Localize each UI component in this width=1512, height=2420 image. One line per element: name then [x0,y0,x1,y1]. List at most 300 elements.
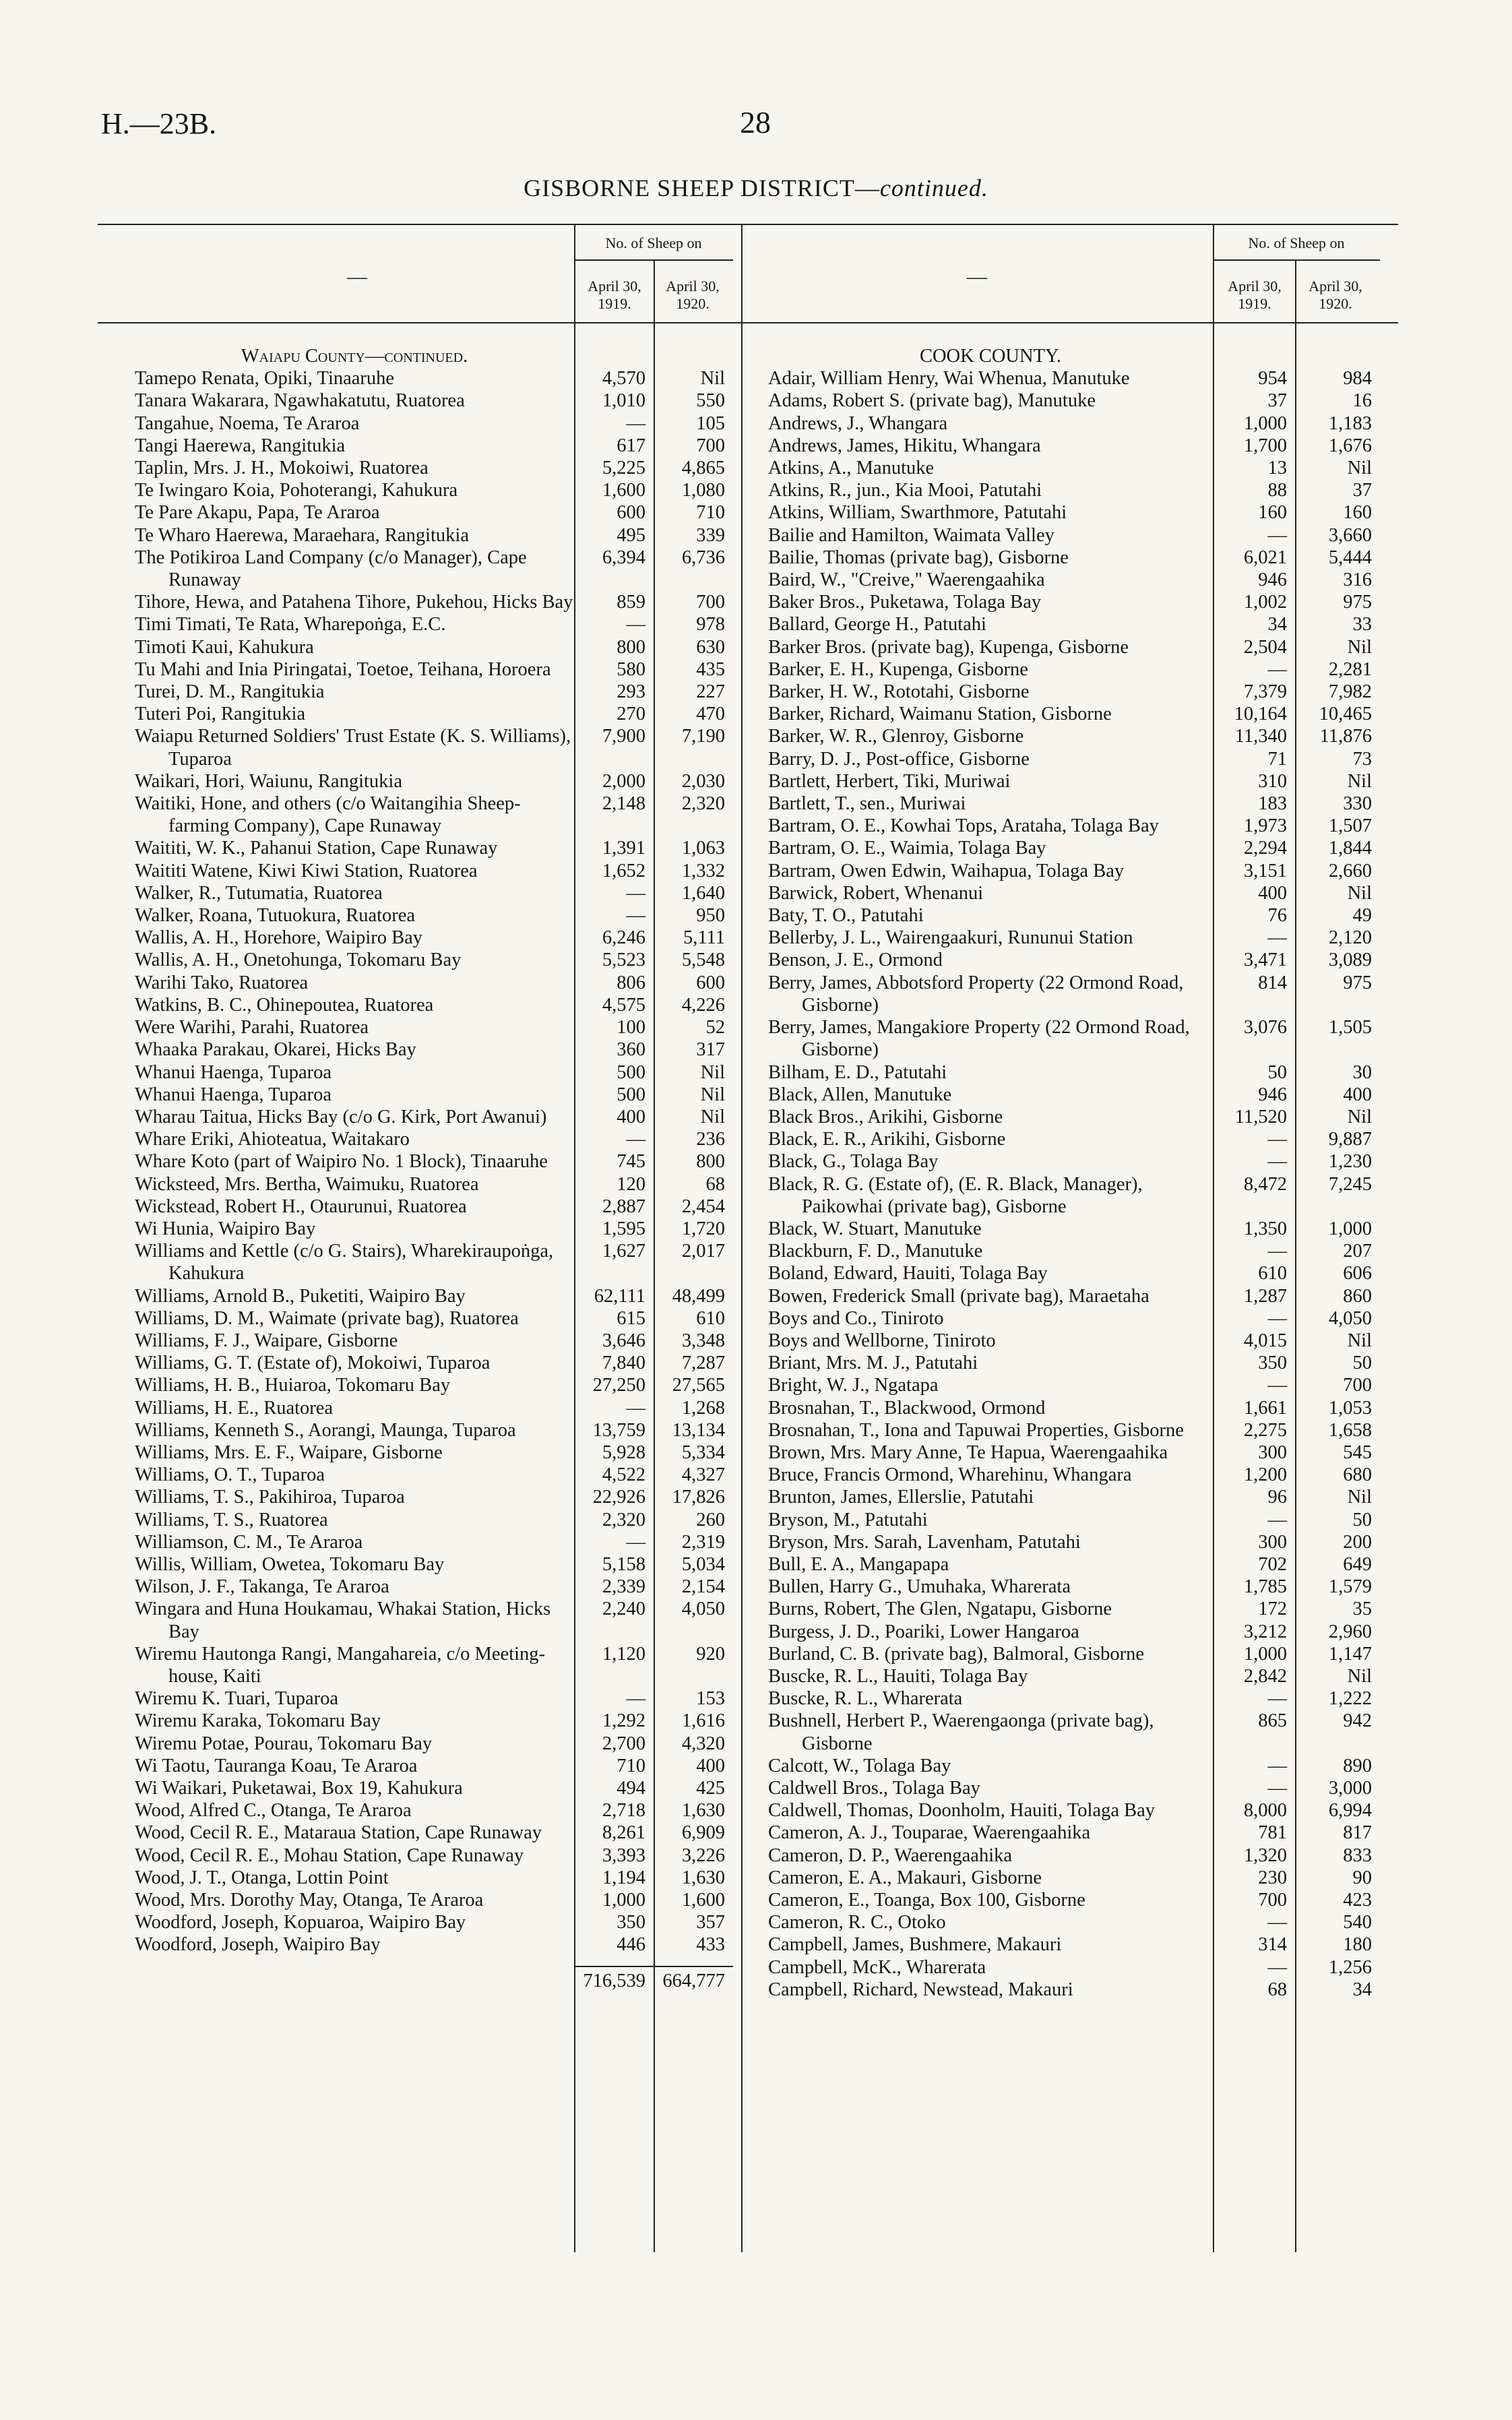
row-name: Bartram, Owen Edwin, Waihapua, Tolaga Bay [768,860,1125,881]
row-value-1920: 50 [1352,1353,1372,1374]
row-value-1919: 400 [1258,882,1287,904]
row-value-1919: 88 [1267,480,1287,501]
table-row [768,1911,1380,1933]
row-name: Cameron, E., Toanga, Box 100, Gisborne [768,1890,1085,1911]
row-value-1919: 4,575 [602,994,645,1016]
row-value-1920: 73 [1352,748,1372,770]
row-value-1919: 120 [617,1173,645,1195]
left-section-title: Waiapu County—continued. [241,346,468,367]
row-name: Bartram, O. E., Waimia, Tolaga Bay [768,838,1046,859]
row-value-1919: 2,000 [602,770,645,792]
row-value-1919: 2,718 [602,1800,645,1822]
row-value-1920: 3,348 [681,1330,725,1351]
row-value-1920: 6,736 [681,547,725,568]
row-name: Burgess, J. D., Poariki, Lower Hangaroa [768,1621,1079,1642]
table-row [768,658,1380,681]
row-value-1920: 2,660 [1328,860,1372,881]
table-row [768,882,1380,904]
row-value-1920: 207 [1343,1241,1372,1262]
page-id: H.—23B. [101,107,217,140]
row-value-1920: 33 [1352,614,1372,635]
row-name: Adams, Robert S. (private bag), Manutuke [768,390,1096,412]
row-value-1919: 270 [617,704,645,725]
table-row [768,949,1380,971]
table-row [135,1576,733,1598]
row-name: Baird, W., "Creive," Waerengaahika [768,569,1045,591]
table-row [135,882,733,904]
row-value-1919: 1,320 [1243,1844,1287,1866]
row-value-1920: 4,865 [681,458,725,479]
table-row [768,1531,1380,1553]
row-name: Whaaka Parakau, Okarei, Hicks Bay [135,1039,416,1061]
row-value-1919: 1,002 [1243,592,1287,613]
table-row [135,1374,733,1396]
row-name: Black, G., Tolaga Bay [768,1151,939,1173]
row-value-1920: 1,053 [1328,1397,1372,1419]
table-row [135,837,733,859]
row-value-1919: — [1267,1375,1287,1396]
table-row [768,927,1380,949]
table-row [768,1621,1380,1643]
row-name: Whare Koto (part of Waipiro No. 1 Block), Tinaaruhe [135,1151,548,1173]
row-value-1920: Nil [700,1061,725,1083]
row-name: Brown, Mrs. Mary Anne, Te Hapua, Waerengaahika [768,1441,1168,1463]
row-value-1920: 200 [1343,1531,1372,1553]
table-row [768,1598,1380,1620]
row-value-1920: 2,017 [681,1241,725,1262]
row-value-1919: 700 [1258,1890,1287,1911]
row-name: Boys and Wellborne, Tiniroto [768,1330,996,1351]
header-group-rule-right [1213,259,1380,261]
row-name: Tangi Haerewa, Rangitukia [135,435,346,456]
left-dash: — [347,266,367,288]
row-value-1919: 360 [617,1039,645,1061]
left-total-a: 716,539 [583,1970,645,1991]
row-value-1920: 975 [1343,592,1372,613]
row-value-1920: 227 [696,681,725,703]
table-row [768,1956,1380,1979]
row-value-1920: 357 [696,1912,725,1933]
row-value-1919: 68 [1267,1979,1287,2000]
row-name: Bilham, E. D., Patutahi [768,1061,947,1083]
row-name: Wharau Taitua, Hicks Bay (c/o G. Kirk, Port Awanui) [135,1106,547,1127]
right-col-a-label: April 30, 1919. [1228,278,1282,312]
row-value-1920: 330 [1343,793,1372,815]
table-row [135,479,733,501]
row-value-1920: 3,226 [681,1844,725,1866]
row-value-1920: 680 [1343,1464,1372,1486]
row-value-1920: 27,565 [672,1375,725,1396]
right-column [768,345,1380,2001]
row-name: Wi Hunia, Waipiro Bay [135,1218,316,1239]
row-name: Cameron, E. A., Makauri, Gisborne [768,1867,1042,1888]
row-name: Wood, Cecil R. E., Mohau Station, Cape Runaway [135,1844,524,1866]
row-value-1919: 230 [1258,1867,1287,1888]
row-value-1919: 3,212 [1243,1621,1287,1642]
row-value-1920: 978 [696,614,725,635]
row-value-1919: — [1267,1509,1287,1530]
table-row [768,1106,1380,1128]
row-value-1919: 1,292 [602,1710,645,1732]
row-value-1920: 1,256 [1328,1956,1372,1978]
table-row [135,1486,733,1508]
table-row [135,1755,733,1777]
row-value-1920: 339 [696,524,725,546]
row-value-1919: 1,120 [602,1643,645,1665]
row-value-1919: 13,759 [592,1419,645,1441]
row-value-1920: 236 [696,1129,725,1150]
left-total-b: 664,777 [662,1970,725,1991]
row-value-1919: 10,164 [1234,704,1287,725]
row-name: Wood, Alfred C., Otanga, Te Araroa [135,1800,412,1822]
row-value-1919: 6,021 [1243,547,1287,568]
table-row [135,547,733,591]
row-value-1919: 1,287 [1243,1285,1287,1307]
row-value-1920: 2,319 [681,1531,725,1553]
row-value-1920: 1,505 [1328,1017,1372,1038]
table-row [135,1240,733,1284]
row-name: Warihi Tako, Ruatorea [135,972,309,993]
row-name: Williams, D. M., Waimate (private bag), Ruatorea [135,1307,519,1329]
table-row [135,994,733,1016]
row-value-1919: 3,076 [1243,1017,1287,1038]
row-value-1920: 7,190 [681,726,725,747]
row-name: Burland, C. B. (private bag), Balmoral, Gisborne [768,1643,1145,1665]
row-value-1919: — [1267,524,1287,546]
row-value-1919: 615 [617,1307,645,1329]
row-value-1920: 433 [696,1934,725,1956]
table-row [768,1352,1380,1374]
row-value-1919: 1,194 [602,1867,645,1888]
row-value-1919: 62,111 [594,1285,645,1307]
row-value-1919: 1,627 [602,1241,645,1262]
table-row [135,1441,733,1464]
row-value-1920: 3,660 [1328,524,1372,546]
row-name: Black, E. R., Arikihi, Gisborne [768,1129,1006,1150]
row-value-1920: 700 [696,592,725,613]
row-value-1920: 984 [1343,368,1372,390]
row-value-1920: Nil [1347,1330,1372,1351]
table-row [135,524,733,547]
table-row [768,1307,1380,1330]
row-value-1919: 172 [1258,1599,1287,1620]
row-value-1919: — [1267,1307,1287,1329]
table-row [768,1262,1380,1284]
table-row [135,412,733,435]
row-name: Bailie, Thomas (private bag), Gisborne [768,547,1069,568]
row-value-1920: 4,050 [1328,1307,1372,1329]
table-row [768,770,1380,793]
row-value-1920: 400 [1343,1084,1372,1105]
row-name: Berry, James, Abbotsford Property (22 Ormond Road, Gisborne) [768,972,1184,1016]
table-row [768,1061,1380,1084]
left-column [135,345,733,1992]
row-name: Campbell, James, Bushmere, Makauri [768,1934,1062,1956]
row-name: Benson, J. E., Ormond [768,950,943,971]
row-value-1919: 8,000 [1243,1800,1287,1822]
table-row [768,1330,1380,1352]
table-row [135,1889,733,1911]
table-row [135,435,733,457]
row-name: Waikari, Hori, Waiunu, Rangitukia [135,770,402,792]
row-value-1920: 540 [1343,1912,1372,1933]
table-row [135,725,733,770]
row-value-1920: 550 [696,390,725,412]
row-value-1920: 2,320 [681,793,725,815]
row-value-1919: 800 [617,636,645,658]
table-row [768,1173,1380,1218]
row-value-1920: 2,960 [1328,1621,1372,1642]
row-name: Andrews, James, Hikitu, Whangara [768,435,1041,456]
row-value-1920: 1,579 [1328,1576,1372,1598]
row-name: Were Warihi, Parahi, Ruatorea [135,1017,369,1038]
row-value-1920: Nil [1347,1487,1372,1508]
row-name: Woodford, Joseph, Waipiro Bay [135,1934,381,1956]
row-name: Caldwell Bros., Tolaga Bay [768,1778,980,1799]
row-value-1920: 4,226 [681,994,725,1016]
row-value-1920: 11,876 [1319,726,1372,747]
table-row [135,1867,733,1889]
table-row [135,904,733,927]
row-value-1920: 260 [696,1509,725,1530]
row-value-1919: 946 [1258,1084,1287,1105]
row-name: Wiremu K. Tuari, Tuparoa [135,1688,339,1710]
row-value-1920: 1,080 [681,480,725,501]
row-value-1919: 710 [617,1755,645,1776]
row-value-1920: 860 [1343,1285,1372,1307]
table-row [768,501,1380,524]
table-row [135,457,733,479]
row-value-1919: 494 [617,1778,645,1799]
table-row [768,860,1380,882]
row-value-1920: 7,287 [681,1353,725,1374]
row-name: Ballard, George H., Patutahi [768,614,986,635]
table-row [135,972,733,994]
row-value-1920: 700 [696,435,725,456]
table-row [135,1285,733,1307]
row-value-1919: 2,339 [602,1576,645,1598]
row-value-1919: 350 [617,1912,645,1933]
row-value-1920: 1,183 [1328,412,1372,434]
table-row [768,1643,1380,1665]
row-value-1919: 500 [617,1084,645,1105]
row-name: Wi Taotu, Tauranga Koau, Te Araroa [135,1755,418,1776]
row-value-1920: 1,063 [681,838,725,859]
row-value-1920: Nil [700,1084,725,1105]
row-value-1919: 1,600 [602,480,645,501]
row-name: Williamson, C. M., Te Araroa [135,1531,363,1553]
table-row [768,412,1380,435]
row-value-1919: 2,887 [602,1196,645,1217]
row-value-1920: 4,327 [681,1464,725,1486]
row-value-1919: — [1267,1912,1287,1933]
row-name: Wickstead, Robert H., Otaurunui, Ruatorea [135,1196,467,1217]
row-name: Brosnahan, T., Blackwood, Ormond [768,1397,1046,1419]
row-value-1919: 8,261 [602,1822,645,1844]
row-value-1919: 814 [1258,972,1287,993]
row-name: Walker, Roana, Tutuokura, Ruatorea [135,905,416,927]
row-value-1920: 3,089 [1328,950,1372,971]
row-value-1919: 71 [1267,748,1287,770]
table-row [135,1150,733,1173]
row-value-1920: 3,000 [1328,1778,1372,1799]
table-row [768,569,1380,591]
table-row [135,1710,733,1732]
row-name: Boland, Edward, Hauiti, Tolaga Bay [768,1263,1048,1284]
row-value-1919: 160 [1258,502,1287,524]
row-name: Campbell, McK., Wharerata [768,1956,986,1978]
row-value-1919: 350 [1258,1353,1287,1374]
table-row [768,1441,1380,1464]
row-value-1919: 1,652 [602,860,645,881]
row-name: Bushnell, Herbert P., Waerengaonga (private bag), Gisborne [768,1710,1154,1754]
row-value-1919: 1,661 [1243,1397,1287,1419]
row-value-1919: 314 [1258,1934,1287,1956]
row-value-1919: 2,275 [1243,1419,1287,1441]
left-section-heading [135,345,574,367]
row-name: Te Pare Akapu, Papa, Te Araroa [135,502,380,524]
table-row [768,636,1380,658]
table-row [768,1240,1380,1262]
row-value-1919: — [1267,1755,1287,1776]
row-value-1920: 600 [696,972,725,993]
table-row [135,681,733,703]
row-name: Tanara Wakarara, Ngawhakatutu, Ruatorea [135,390,465,412]
row-name: Adair, William Henry, Wai Whenua, Manutuke [768,368,1130,390]
row-name: Buscke, R. L., Hauiti, Tolaga Bay [768,1665,1028,1687]
row-value-1920: 160 [1343,502,1372,524]
row-value-1920: 606 [1343,1263,1372,1284]
row-name: Waititi Watene, Kiwi Kiwi Station, Ruatorea [135,860,478,881]
row-value-1919: 446 [617,1934,645,1956]
row-value-1919: 5,523 [602,950,645,971]
row-value-1920: 1,600 [681,1890,725,1911]
row-name: Bull, E. A., Mangapapa [768,1553,949,1575]
table-row [135,1643,733,1687]
row-name: Whare Eriki, Ahioteatua, Waitakaro [135,1129,410,1150]
table-row [135,1196,733,1218]
table-row [768,1374,1380,1396]
row-value-1919: 2,504 [1243,636,1287,658]
row-value-1920: Nil [1347,770,1372,792]
row-value-1920: Nil [700,1106,725,1127]
row-name: Black Bros., Arikihi, Gisborne [768,1106,1003,1127]
table-row [135,860,733,882]
row-name: Baty, T. O., Patutahi [768,905,924,927]
left-col-a-label: April 30, 1919. [588,278,641,312]
row-name: Timi Timati, Te Rata, Wharepoṅga, E.C. [135,614,446,635]
row-name: Taplin, Mrs. J. H., Mokoiwi, Ruatorea [135,458,429,479]
row-value-1919: 37 [1267,390,1287,412]
row-name: Walker, R., Tutumatia, Ruatorea [135,882,383,904]
row-value-1920: 2,030 [681,770,725,792]
table-row [768,815,1380,837]
row-value-1920: 1,640 [681,882,725,904]
row-name: Turei, D. M., Rangitukia [135,681,325,703]
row-value-1920: 1,507 [1328,815,1372,837]
table-row [135,1218,733,1240]
row-value-1920: 425 [696,1778,725,1799]
row-value-1920: 1,630 [681,1867,725,1888]
row-value-1920: 48,499 [672,1285,725,1307]
row-value-1919: 865 [1258,1710,1287,1732]
row-value-1920: 9,887 [1328,1129,1372,1150]
row-value-1920: 1,676 [1328,435,1372,456]
row-name: Williams, F. J., Waipare, Gisborne [135,1330,398,1351]
table-row [768,1889,1380,1911]
row-name: The Potikiroa Land Company (c/o Manager), Cape Runaway [135,547,527,591]
row-value-1919: — [626,1129,645,1150]
row-value-1919: 6,246 [602,927,645,949]
table-row [135,1038,733,1061]
row-value-1919: 27,250 [592,1375,645,1396]
row-value-1919: — [1267,658,1287,680]
row-name: Williams, T. S., Pakihiroa, Tuparoa [135,1487,405,1508]
row-value-1920: 16 [1352,390,1372,412]
row-value-1919: 183 [1258,793,1287,815]
row-name: Baker Bros., Puketawa, Tolaga Bay [768,592,1042,613]
table-row [135,613,733,635]
row-name: Williams, Arnold B., Puketiti, Waipiro Bay [135,1285,466,1307]
table-row [135,1173,733,1196]
row-value-1920: 942 [1343,1710,1372,1732]
row-value-1920: 2,281 [1328,658,1372,680]
row-value-1920: Nil [1347,458,1372,479]
row-value-1920: 4,050 [681,1599,725,1620]
column-divider [741,224,743,2252]
row-value-1919: 300 [1258,1531,1287,1553]
row-value-1919: 946 [1258,569,1287,591]
row-name: Waitiki, Hone, and others (c/o Waitangihia Sheep-farming Company), Cape Runaway [135,793,521,837]
row-value-1920: 30 [1352,1061,1372,1083]
row-name: Waititi, W. K., Pahanui Station, Cape Runaway [135,838,498,859]
table-row [768,524,1380,547]
row-value-1920: 2,154 [681,1576,725,1598]
row-name: Black, R. G. (Estate of), (E. R. Black, Manager), Paikowhai (private bag), Gisborne [768,1173,1143,1217]
row-value-1920: 90 [1352,1867,1372,1888]
row-value-1919: 2,320 [602,1509,645,1530]
table-row [135,1061,733,1084]
table-row [768,1128,1380,1150]
row-value-1919: 7,900 [602,726,645,747]
row-value-1920: 35 [1352,1599,1372,1620]
title-main: GISBORNE SHEEP DISTRICT— [524,175,880,201]
row-value-1920: 1,147 [1328,1643,1372,1665]
row-value-1919: 954 [1258,368,1287,390]
table-row [768,591,1380,613]
row-value-1920: 1,000 [1328,1218,1372,1239]
table-row [135,658,733,681]
row-value-1920: 649 [1343,1553,1372,1575]
row-value-1919: 5,225 [602,458,645,479]
table-row [135,591,733,613]
table-row [768,1464,1380,1486]
row-name: Atkins, R., jun., Kia Mooi, Patutahi [768,480,1042,501]
right-dash: — [967,266,987,288]
row-name: Wingara and Huna Houkamau, Whakai Station, Hicks Bay [135,1599,551,1642]
row-value-1919: 13 [1267,458,1287,479]
left-rows [135,367,733,1956]
row-name: Briant, Mrs. M. J., Patutahi [768,1353,978,1374]
row-value-1920: 2,454 [681,1196,725,1217]
row-name: Tihore, Hewa, and Patahena Tihore, Pukehou, Hicks Bay [135,592,573,613]
row-value-1919: 293 [617,681,645,703]
row-value-1920: 1,268 [681,1397,725,1419]
row-value-1919: 580 [617,658,645,680]
header-top-rule [98,224,1398,225]
row-value-1919: 4,015 [1243,1330,1287,1351]
table-row [135,949,733,971]
